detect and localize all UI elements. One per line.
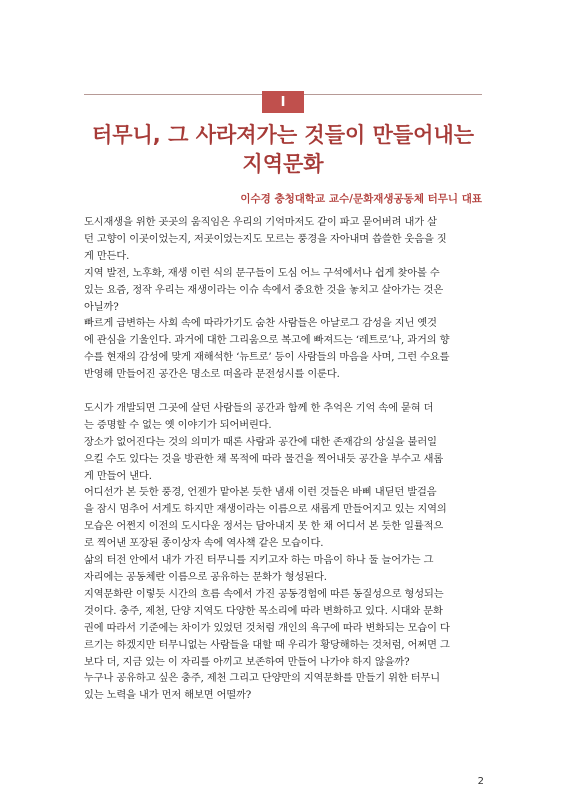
body-text-line: 있는 노력을 내가 먼저 해보면 어떨까? [84,690,252,702]
body-text-line: 지역 발전, 노후화, 재생 이런 식의 문구들이 도심 어느 구석에서나 쉽게 찾아볼 수 [84,267,440,279]
section-number-badge: Ⅰ [262,91,304,113]
body-text-line: 로 찍어낸 포장된 종이상자 속에 역사책 같은 모습이다. [84,538,324,550]
body-text-line: 빠르게 급변하는 사회 속에 따라가기도 숨찬 사람들은 아날로그 감성을 지닌 옛것 [84,318,437,330]
body-text-line: 게 만들어 낸다. [84,470,152,482]
body-text-line: 는 증명할 수 없는 옛 이야기가 되어버린다. [84,419,272,431]
body-text-line: 어디선가 본 듯한 풍경, 언젠가 맡아본 듯한 냄새 이런 것들은 바삐 내딛던 발걸음 [84,487,437,499]
paragraph-spacer [84,384,482,401]
body-text-line: 있는 요즘, 정작 우리는 재생이라는 이슈 속에서 중요한 것을 놓치고 살아가는 것은 [84,284,444,296]
body-text-line: 으킬 수도 있다는 것을 방관한 채 목적에 따라 물건을 찍어내듯 공간을 부수고 새롭 [84,453,444,465]
body-text-line: 도시재생을 위한 곳곳의 움직임은 우리의 기억마저도 같이 파고 묻어버려 내가 살 [84,217,437,228]
body-text-line: 권에 따라서 기준에는 차이가 있었던 것처럼 개인의 욕구에 따라 변화되는 모습이 다 [84,622,450,634]
article-title-line-1: 터무니, 그 사라져가는 것들이 만들어내는 [91,123,475,147]
article-body [84,215,482,705]
body-text-line: 자리에는 공동체란 이름으로 공유하는 문화가 형성된다. [84,572,327,584]
body-text-line: 반영해 만들어진 공간은 명소로 떠올라 문전성시를 이룬다. [84,369,340,381]
body-text-line: 던 고향이 이곳이었는지, 저곳이었는지도 모르는 풍경을 자아내며 씁쓸한 웃음을 짓 [84,233,447,245]
body-text-line: 삶의 터전 안에서 내가 가진 터무니를 지키고자 하는 마음이 하나 둘 늘어가는 그 [84,555,434,567]
body-text-line: 르기는 하겠지만 터무니없는 사람들을 대할 때 우리가 황당해하는 것처럼, 어쩌면 그 [84,639,450,651]
page-number: 2 [477,776,484,787]
article-title [60,121,506,179]
article-title-line-2: 지역문화 [242,152,324,176]
body-text-line: 게 만든다. [84,250,130,262]
body-text-line: 수를 현재의 감성에 맞게 재해석한 ‘뉴트로’ 등이 사람들의 마음을 사며, 그런 수요를 [84,352,450,364]
body-text-line: 누구나 공유하고 싶은 충주, 제천 그리고 단양만의 지역문화를 만들기 위한 터무니 [84,673,440,685]
author-byline: 이수경 충청대학교 교수/문화재생공동체 터무니 대표 [240,193,482,205]
body-text-line: 을 잠시 멈추어 서게도 하지만 재생이라는 이름으로 새롭게 만들어지고 있는 지역의 [84,504,447,516]
body-text-line: 모습은 어쩐지 이전의 도시다운 정서는 담아내지 못 한 채 어디서 본 듯한 일률적으 [84,521,444,533]
body-text-line: 것이다. 충주, 제천, 단양 지역도 다양한 목소리에 따라 변화하고 있다. 시대와 문화 [84,605,443,617]
body-text-line: 지역문화란 이렇듯 시간의 흐름 속에서 가진 공동경험에 따른 동질성으로 형성되는 [84,588,444,600]
body-text-line: 도시가 개발되면 그곳에 살던 사람들의 공간과 함께 한 추억은 기억 속에 묻혀 더 [84,402,434,414]
body-text-line: 에 관심을 기울인다. 과거에 대한 그리움으로 복고에 빠져드는 ‘레트로’나, 과거의 향 [84,335,450,347]
body-text-line: 보다 더, 지금 있는 이 자리를 아끼고 보존하여 만들어 나가야 하지 않을까? [84,656,410,668]
body-text-line: 장소가 없어진다는 것의 의미가 때론 사람과 공간에 대한 존재감의 상실을 불러일 [84,436,437,448]
body-text-line: 아닐까? [84,301,119,313]
